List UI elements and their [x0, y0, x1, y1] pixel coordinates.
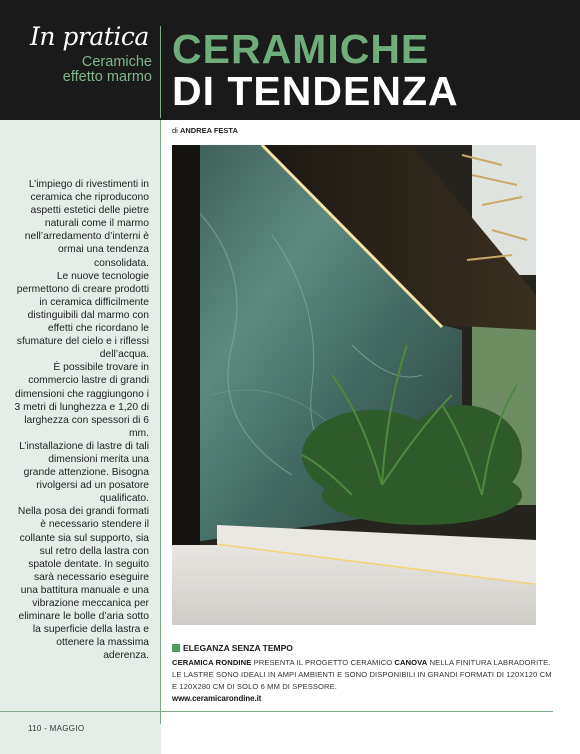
caption-text-b: NELLA FINITURA LABRADORITE. LE LASTRE SONO IDEALI IN AMPI AMBIENTI E SONO DISPONIBILI IN GRANDI FORMATI DI 120X120 CM E 120X280 CM DI SOLO 6 MM DI SPESSORE.: [172, 658, 552, 691]
body-paragraph: L’impiego di rivestimenti in ceramica che riproducono aspetti estetici delle pietre naturali come il marmo nell’arredamento d’interni è ormai una tendenza consolidata.: [24, 179, 149, 269]
section-subtitle-line-1: Ceramiche: [81, 54, 152, 70]
article-body: [14, 178, 149, 662]
section-subtitle: [63, 55, 152, 85]
section-subtitle-line-2: effetto marmo: [62, 69, 152, 85]
caption-url-link[interactable]: www.ceramicarondine.it: [172, 694, 262, 703]
interior-photo-illustration: [172, 145, 536, 625]
section-kicker: In pratica: [30, 22, 149, 51]
byline-author: ANDREA FESTA: [179, 126, 238, 135]
interior-photo: [172, 145, 536, 625]
article-title-line-1: CERAMICHE: [172, 26, 430, 72]
byline: [172, 126, 238, 135]
caption-product: CANOVA: [394, 658, 428, 667]
caption-brand: CERAMICA RONDINE: [172, 658, 252, 667]
caption-heading-text: ELEGANZA SENZA TEMPO: [183, 643, 293, 653]
caption-text: [172, 657, 556, 693]
footer-rule: [0, 711, 553, 712]
caption-heading: [172, 643, 293, 653]
page-folio: 110 - MAGGIO: [28, 724, 85, 733]
body-paragraph: Le nuove tecnologie permettono di creare prodotti in ceramica difficilmente distinguibili dal marmo con effetti che ricordano le sfumature del cielo e i riflessi dell’acqua.: [16, 270, 149, 361]
article-title-line-2: DI TENDENZA: [172, 68, 459, 114]
header-divider: [160, 26, 161, 118]
column-rule: [160, 120, 161, 724]
caption-bullet: [172, 644, 180, 652]
body-paragraph: L’installazione di lastre di tali dimensioni merita una grande attenzione. Bisogna rivolgersi ad un posatore qualificato.: [19, 440, 149, 505]
byline-prefix: di: [172, 126, 178, 135]
body-paragraph: Nella posa dei grandi formati è necessario stendere il collante sia sul supporto, sia sul retro della lastra con spatole dentate. In seguito sarà necessario eseguire una battitura manuale e una vibrazione meccanica per eliminare le bolle d’aria sotto la superficie della lastra e ottenere la massima aderenza.: [17, 506, 149, 662]
caption-text-a: PRESENTA IL PROGETTO CERAMICO: [251, 658, 395, 667]
body-paragraph: È possibile trovare in commercio lastre di grandi dimensioni che raggiungono i 3 metri di lunghezza e 1,20 di larghezza con spessori di 6 mm.: [14, 362, 149, 439]
